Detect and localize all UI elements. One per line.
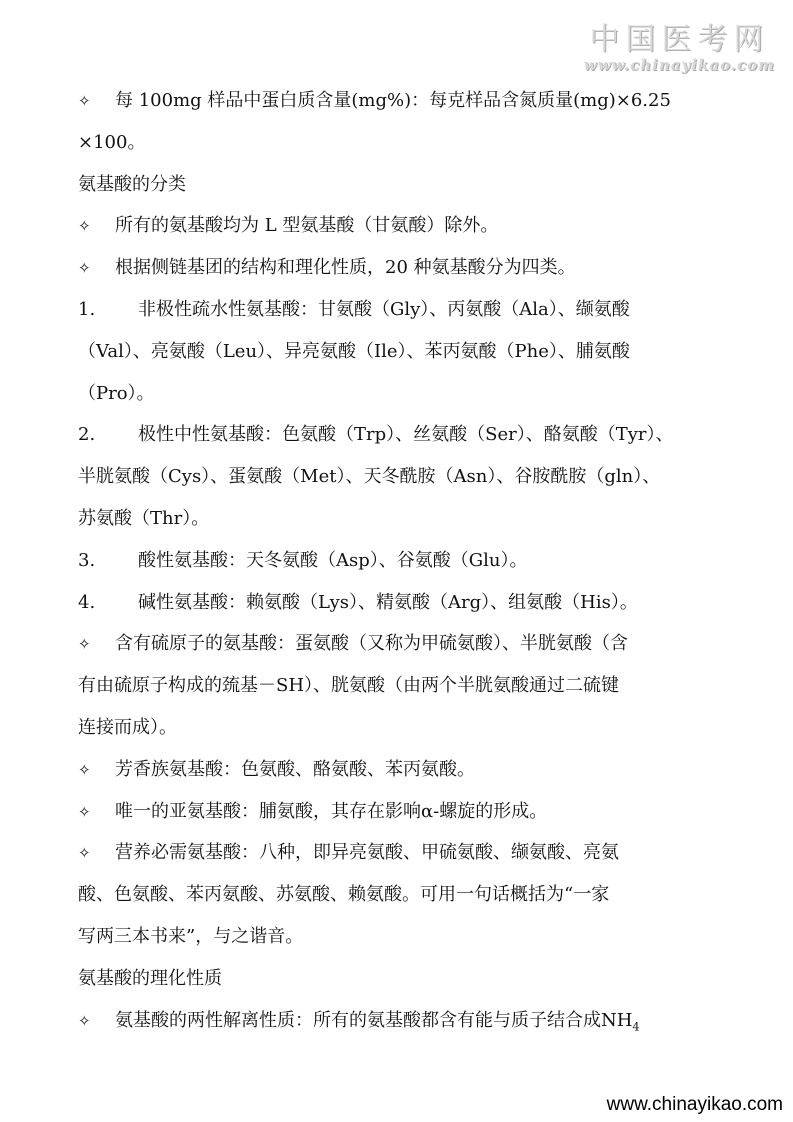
line-text: 氨基酸的两性解离性质：所有的氨基酸都含有能与质子结合成NH [115, 1009, 633, 1031]
text-line [78, 459, 738, 501]
numbered-line [78, 292, 738, 334]
line-text: 苏氨酸（Thr）。 [78, 507, 210, 529]
text-line [78, 334, 738, 376]
watermark-url: www.chinayikao.com [583, 56, 775, 74]
line-text: 酸性氨基酸：天冬氨酸（Asp）、谷氨酸（Glu）。 [138, 549, 528, 571]
numbered-line [78, 417, 738, 459]
line-text: 每 100mg 样品中蛋白质含量(mg%)：每克样品含氮质量(mg)×6.25 [115, 90, 671, 111]
list-number: 2. [78, 424, 96, 446]
diamond-bullet-icon: ✧ [78, 92, 91, 110]
diamond-bullet-icon: ✧ [78, 635, 91, 654]
line-text: 碱性氨基酸：赖氨酸（Lys）、精氨酸（Arg）、组氨酸（His）。 [138, 591, 638, 613]
diamond-bullet-icon: ✧ [78, 1011, 91, 1030]
line-text: 氨基酸的分类 [78, 173, 186, 195]
text-line [78, 877, 738, 919]
diamond-bullet-icon: ✧ [78, 760, 91, 779]
line-text: 有由硫原子构成的巯基－SH）、胱氨酸（由两个半胱氨酸通过二硫键 [78, 675, 620, 697]
text-line [78, 668, 738, 710]
line-text: 所有的氨基酸均为 L 型氨基酸（甘氨酸）除外。 [115, 215, 499, 237]
diamond-bullet-icon: ✧ [78, 259, 91, 278]
bullet-line [78, 752, 738, 794]
text-line [78, 961, 738, 1003]
numbered-line [78, 585, 738, 627]
bullet-line [78, 794, 738, 836]
bullet-line [78, 83, 738, 125]
line-text: 芳香族氨基酸：色氨酸、酪氨酸、苯丙氨酸。 [115, 758, 475, 780]
line-text: 写两三本书来”，与之谐音。 [78, 925, 304, 947]
line-text: 氨基酸的理化性质 [78, 967, 222, 989]
diamond-bullet-icon: ✧ [78, 844, 91, 863]
numbered-line [78, 543, 738, 585]
site-watermark-logo [584, 14, 775, 74]
watermark-cn: 中国医考网 [589, 22, 770, 57]
subscript: 4 [632, 1020, 640, 1034]
diamond-bullet-icon: ✧ [78, 802, 91, 821]
line-text: 连接而成）。 [78, 716, 177, 738]
line-text: 根据侧链基团的结构和理化性质，20 种氨基酸分为四类。 [115, 257, 576, 279]
text-line [78, 167, 738, 209]
line-text: （Pro）。 [78, 382, 155, 404]
line-text: 极性中性氨基酸：色氨酸（Trp）、丝氨酸（Ser）、酪氨酸（Tyr）、 [138, 424, 674, 446]
list-number: 4. [78, 591, 96, 613]
footer-url: www.chinayikao.com [606, 1094, 783, 1115]
text-line [78, 501, 738, 543]
list-number: 1. [78, 298, 96, 320]
line-text: ×100。 [78, 131, 146, 153]
bullet-line [78, 835, 738, 877]
line-text: 含有硫原子的氨基酸：蛋氨酸（又称为甲硫氨酸）、半胱氨酸（含 [115, 633, 628, 655]
bullet-line [78, 208, 738, 250]
diamond-bullet-icon: ✧ [78, 217, 91, 236]
bullet-line [78, 250, 738, 292]
text-line [78, 125, 738, 167]
list-number: 3. [78, 549, 96, 571]
bullet-line [78, 1003, 738, 1045]
line-text: 唯一的亚氨基酸：脯氨酸，其存在影响α-螺旋的形成。 [115, 800, 548, 822]
text-line [78, 919, 738, 961]
bullet-line [78, 626, 738, 668]
text-line [78, 376, 738, 418]
line-text: （Val）、亮氨酸（Leu）、异亮氨酸（Ile）、苯丙氨酸（Phe）、脯氨酸 [78, 340, 630, 362]
line-text: 酸、色氨酸、苯丙氨酸、苏氨酸、赖氨酸。可用一句话概括为“一家 [78, 884, 610, 906]
line-text: 非极性疏水性氨基酸：甘氨酸（Gly）、丙氨酸（Ala）、缬氨酸 [138, 298, 630, 320]
line-text: 营养必需氨基酸：八种，即异亮氨酸、甲硫氨酸、缬氨酸、亮氨 [115, 842, 619, 864]
text-line [78, 710, 738, 752]
document-body [78, 83, 738, 1044]
line-text: 半胱氨酸（Cys）、蛋氨酸（Met）、天冬酰胺（Asn）、谷胺酰胺（gln）、 [78, 466, 661, 488]
